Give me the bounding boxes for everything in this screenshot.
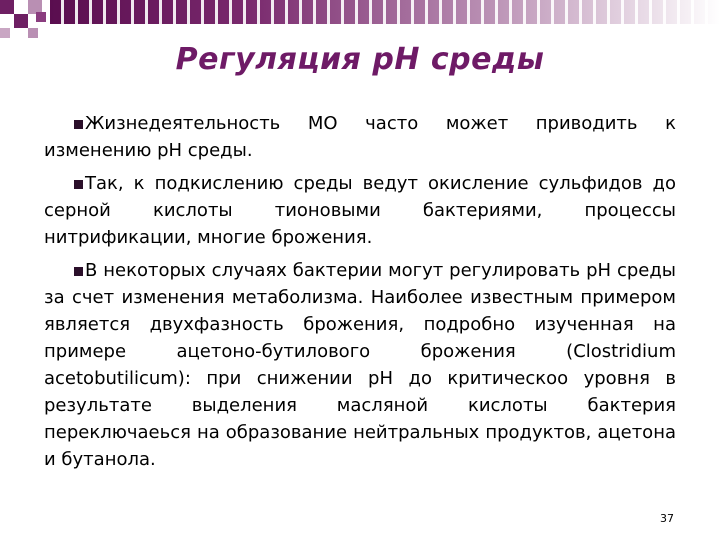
bullet-item	[44, 257, 676, 473]
square-bullet-icon	[74, 180, 83, 189]
slide-title: Регуляция pH среды	[175, 42, 545, 77]
bullet-text: Так, к подкислению среды ведут окисление сульфидов до серной кислоты тионовыми бактериями, процессы нитрификации, многие брожения.	[44, 173, 676, 248]
decor-square	[28, 28, 38, 38]
bullet-text: Жизнедеятельность МО часто может приводить к изменению pH среды.	[44, 113, 676, 161]
decor-square	[0, 0, 14, 14]
decor-square	[14, 14, 28, 28]
bullet-item	[44, 170, 676, 251]
page-number: 37	[660, 512, 674, 525]
decor-square	[0, 28, 10, 38]
bullet-item	[44, 110, 676, 164]
banner-stripes	[50, 0, 720, 24]
top-gradient-banner	[50, 0, 720, 24]
square-bullet-icon	[74, 267, 83, 276]
bullet-text: В некоторых случаях бактерии могут регулировать pH среды за счет изменения метаболизма. Наиболее известным примером является двухфазность брожения, подробно изученная на примере ацетоно-бутилового брожения (Clostridium acetobutilicum): при снижении pH до критическоо уровня в результате выделения масляной кислоты бактерия переключаеься на образование нейтральных продуктов, ацетона и бутанола.	[44, 260, 676, 470]
decor-square	[36, 12, 46, 22]
square-bullet-icon	[74, 120, 83, 129]
slide-body	[44, 110, 676, 479]
